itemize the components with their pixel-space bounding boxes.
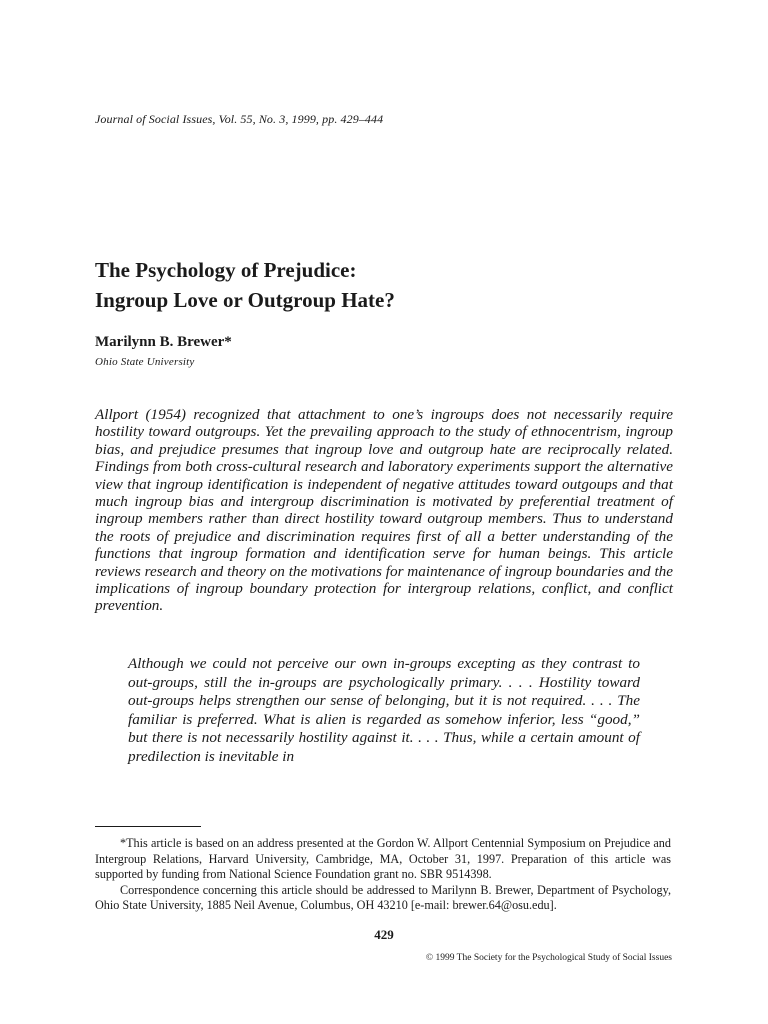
article-title-line-1: The Psychology of Prejudice: xyxy=(95,258,357,282)
footnote-divider xyxy=(95,826,201,827)
article-title-line-2: Ingroup Love or Outgroup Hate? xyxy=(95,288,395,312)
author-name: Marilynn B. Brewer* xyxy=(95,334,232,350)
footnote-acknowledgment: *This article is based on an address presented at the Gordon W. Allport Centennial Symposium on Prejudice and Intergroup Relations, Harvard University, Cambridge, MA, October 31, 1997. Preparation of this article was supported by funding from National Science Foundation grant no. SBR 9514398. xyxy=(95,836,671,882)
article-title xyxy=(95,255,675,315)
page-number: 429 xyxy=(374,927,394,942)
abstract: Allport (1954) recognized that attachment to one’s ingroups does not necessarily require hostility toward outgroups. Yet the prevailing approach to the study of ethnocentrism, ingroup bias, and prejudice presumes that ingroup love and outgroup hate are reciprocally related. Findings from both cross-cultural research and laboratory experiments support the alternative view that ingroup identification is independent of negative attitudes toward outgoups and that much ingroup bias and intergroup discrimination is motivated by preferential treatment of ingroup members rather than direct hostility toward outgroup members. Thus to understand the roots of prejudice and discrimination requires first of all a better understanding of the functions that ingroup formation and identification serve for human beings. This article reviews research and theory on the motivations for maintenance of ingroup boundaries and the implications of ingroup boundary protection for intergroup relations, conflict, and conflict prevention. xyxy=(95,406,673,615)
author-affiliation: Ohio State University xyxy=(95,356,195,368)
copyright-notice: © 1999 The Society for the Psychological Study of Social Issues xyxy=(425,953,672,963)
block-quote: Although we could not perceive our own in-groups excepting as they contrast to out-groups, still the in-groups are psychologically primary. . . . Hostility toward out-groups helps strengthen our sense of belonging, but it is not required. . . . The familiar is preferred. What is alien is regarded as somehow inferior, less “good,” but there is not necessarily hostility against it. . . . Thus, while a certain amount of predilection is inevitable in xyxy=(128,655,640,765)
footnotes xyxy=(95,836,671,914)
footnote-correspondence: Correspondence concerning this article should be addressed to Marilynn B. Brewer, Department of Psychology, Ohio State University, 1885 Neil Avenue, Columbus, OH 43210 [e-mail: brewer.64@osu.edu]. xyxy=(95,882,671,913)
journal-citation: Journal of Social Issues, Vol. 55, No. 3, 1999, pp. 429–444 xyxy=(95,112,384,126)
